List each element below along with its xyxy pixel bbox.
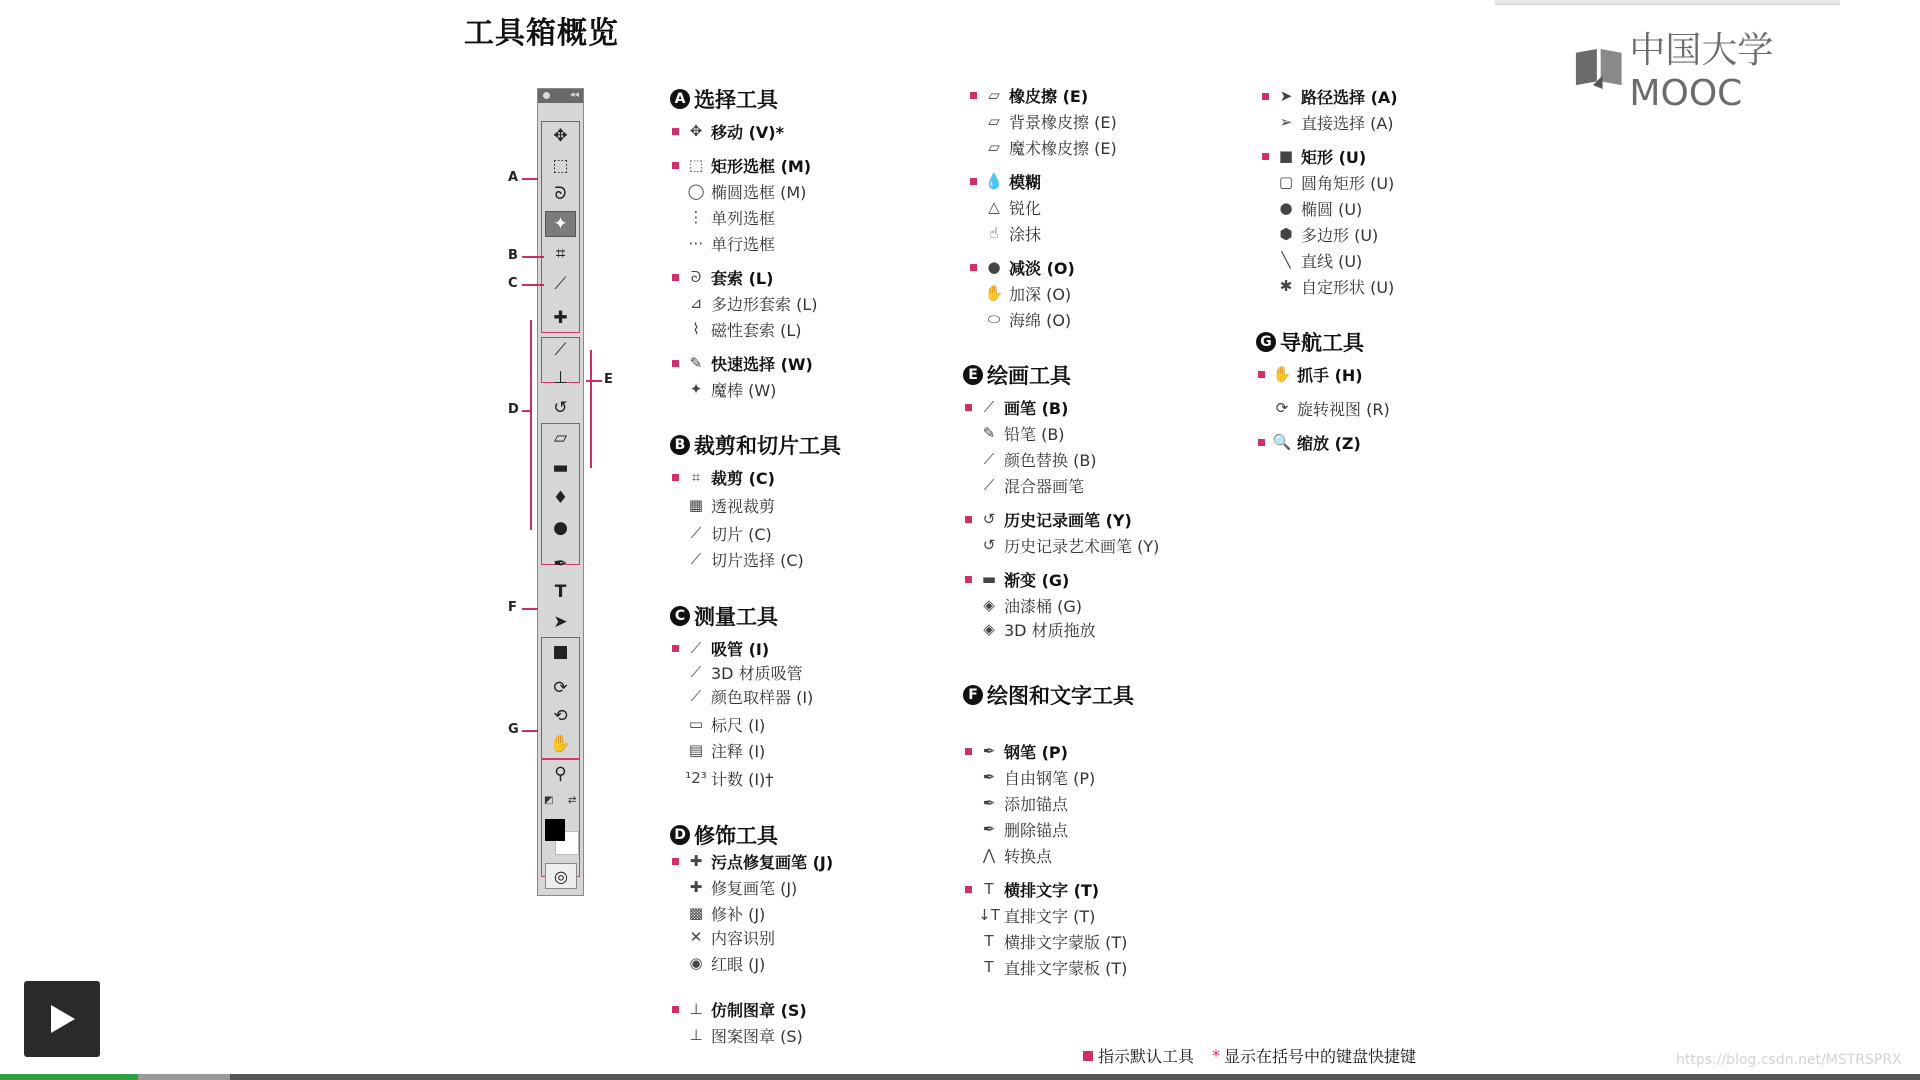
tool-list-item [965,930,1127,952]
spot-healing-brush-icon: ✚ [689,852,703,870]
tool-list-item [672,352,813,374]
stamp-tool-icon[interactable]: ⊥ [553,368,568,388]
tool-label: 切片 (C) [711,524,772,544]
section-title-d [670,820,778,850]
logo-text: 中国大学MOOC [1629,30,1774,114]
direct-select-icon: ➢ [1279,113,1293,131]
quick-mask-icon[interactable]: ◎ [545,863,577,889]
tool-label: 加深 (O) [1009,284,1072,304]
tool-label: 单行选框 [711,234,776,254]
tool-list-item [1258,363,1363,385]
sponge-icon: ⬭ [987,310,1001,328]
tool-list-item [672,998,807,1020]
tool-list-item [965,792,1068,814]
tool-label: 魔棒 (W) [711,380,777,400]
section-title-text: 绘图和文字工具 [987,684,1134,708]
brush-icon: ⟋ [983,398,995,416]
gradient-icon: ▬ [981,570,997,588]
section-title-text: 导航工具 [1280,331,1364,355]
progress-buffer [138,1074,230,1080]
pen-icon: ✒ [982,742,996,760]
tool-label: 修补 (J) [711,904,766,924]
default-tool-marker-icon [965,516,972,523]
tool-label: 直排文字蒙板 (T) [1004,958,1128,978]
path-select-icon: ➤ [1279,87,1293,105]
footer-legend [1083,1044,1416,1067]
tool-label: 吸管 (I) [711,639,770,659]
section-badge-icon: F [963,685,983,705]
tool-label: 混合器画笔 [1004,476,1085,496]
section-title-text: 修饰工具 [694,824,778,848]
tool-list-item [965,844,1052,866]
single-row-marquee-icon: ⋯ [688,234,704,252]
tool-list-item [672,206,775,228]
section-title-text: 选择工具 [694,88,778,112]
tool-list-item [672,713,765,735]
default-tool-marker-icon [672,858,679,865]
tool-list-item [672,850,833,872]
legend-star: * [1212,1046,1221,1065]
magnetic-lasso-icon: ⌇ [692,320,700,338]
callout-c-line [522,284,544,286]
section-title-c [670,601,778,631]
collapse-arrows-icon[interactable]: ◂◂ [569,90,579,100]
section-badge-icon: D [670,825,690,845]
gradient-tool-icon[interactable]: ▬ [552,458,569,478]
callout-b-line [522,256,544,258]
tool-list-item [965,474,1084,496]
callout-b: B [508,248,518,263]
tool-label: 转换点 [1004,846,1053,866]
blur-tool-icon[interactable]: ♦ [552,488,569,508]
eyedropper-tool-icon[interactable]: ⟋ [554,274,567,294]
tool-list-item [1262,197,1362,219]
quick-select-tool-icon[interactable]: ✦ [545,211,576,237]
healing-tool-icon[interactable]: ✚ [553,308,568,328]
section-badge-icon: C [670,606,690,626]
tool-label: 3D 材质吸管 [711,663,803,683]
pencil-icon: ✎ [982,424,996,442]
progress-fill [0,1074,138,1080]
crop-icon: ⌗ [691,468,701,486]
tool-label: 路径选择 (A) [1301,87,1398,107]
tool-list-item [672,637,769,659]
tool-label: 背景橡皮擦 (E) [1009,112,1117,132]
play-button[interactable] [24,981,100,1057]
tool-list-item [965,878,1099,900]
watermark: https://blog.csdn.net/MSTRSPRX [1676,1052,1902,1068]
horizontal-type-icon: T [984,880,994,898]
history-brush-tool-icon[interactable]: ↺ [553,398,568,418]
tool-label: 红眼 (J) [711,954,766,974]
rectangle-icon: ■ [1278,147,1294,165]
tool-list-item [965,534,1159,556]
tool-label: 自由钢笔 (P) [1004,768,1096,788]
count-icon: ¹2³ [685,769,707,787]
tool-label: 磁性套索 (L) [711,320,802,340]
tool-list-item [672,318,802,340]
tool-label: 旋转视图 (R) [1297,399,1390,419]
perspective-crop-icon: ▦ [688,496,704,514]
tool-label: 历史记录画笔 (Y) [1004,510,1132,530]
default-tool-marker-icon [672,360,679,367]
art-history-brush-icon: ↺ [982,536,996,554]
magic-eraser-icon: ▱ [988,138,1000,156]
tool-label: 裁剪 (C) [711,468,775,488]
callout-d-bracket [530,320,532,530]
default-tool-marker-icon [1258,439,1265,446]
tool-label: 3D 材质拖放 [1004,620,1096,640]
tool-label: 矩形 (U) [1301,147,1367,167]
section-title-a [670,84,778,114]
tool-list-item [965,594,1082,616]
tool-label: 矩形选框 (M) [711,156,812,176]
tool-label: 修复画笔 (J) [711,878,798,898]
paint-bucket-icon: ◈ [983,596,995,614]
move-tool-icon[interactable]: ✥ [553,126,568,146]
slice-select-icon: ⟋ [690,550,702,568]
tool-list-item [672,120,784,142]
shape-tool-icon[interactable]: ■ [552,642,569,662]
tool-list-item [970,282,1071,304]
default-tool-marker-icon [1262,93,1269,100]
tool-label: 涂抹 [1009,224,1042,244]
tool-list-item [965,568,1069,590]
dodge-tool-icon[interactable]: ● [553,518,568,538]
swap-colors-icon[interactable]: ⇄ [568,795,577,806]
tool-label: 颜色替换 (B) [1004,450,1097,470]
callout-e-bracket [590,350,592,468]
default-tool-marker-icon [672,645,679,652]
tool-label: 橡皮擦 (E) [1009,86,1089,106]
tool-list-item [672,876,797,898]
tool-list-item [965,448,1097,470]
toolbox-header [538,89,583,103]
note-icon: ▤ [688,741,704,759]
pattern-stamp-icon: ⊥ [689,1026,703,1044]
background-eraser-icon: ▱ [988,112,1000,130]
ellipse-marquee-icon: ◯ [687,182,705,200]
section-badge-icon: G [1256,332,1276,352]
custom-shape-icon: ✱ [1279,277,1293,295]
tool-label: 添加锚点 [1004,794,1069,814]
section-title-text: 测量工具 [694,605,778,629]
tool-list-item [672,378,776,400]
section-title-text: 裁剪和切片工具 [694,434,841,458]
crop-tool-icon[interactable]: ⌗ [555,244,566,264]
content-aware-move-icon: ✕ [689,928,703,946]
tool-list-item [965,740,1068,762]
callout-a: A [508,170,519,185]
quick-select-icon: ✎ [689,354,703,372]
tool-label: 多边形 (U) [1301,225,1379,245]
sharpen-icon: △ [988,198,1000,216]
section-badge-icon: B [670,435,690,455]
page-title: 工具箱概览 [464,16,619,51]
slice-icon: ⟋ [690,524,702,542]
tool-list-item [970,170,1041,192]
tool-list-item [965,618,1096,640]
default-tool-marker-icon [970,92,977,99]
brush-tool-icon[interactable]: ⟋ [554,340,567,360]
burn-icon: ✋ [984,284,1004,302]
ruler-icon: ▭ [688,715,704,733]
tool-label: 椭圆选框 (M) [711,182,807,202]
mooc-book-icon [1574,46,1625,90]
tool-list-item [1262,85,1398,107]
tool-label: 减淡 (O) [1009,258,1075,278]
tool-label: 魔术橡皮擦 (E) [1009,138,1117,158]
tool-label: 内容识别 [711,928,776,948]
3d-orbit-tool-icon[interactable]: ⟲ [553,706,568,726]
tool-label: 抓手 (H) [1297,365,1363,385]
freeform-pen-icon: ✒ [982,768,996,786]
tool-label: 直排文字 (T) [1004,906,1096,926]
tool-list-item [970,308,1071,330]
section-badge-icon: A [670,89,690,109]
section-title-b [670,430,841,460]
3d-material-drop-icon: ◈ [983,620,995,638]
type-tool-icon[interactable]: T [554,582,567,602]
tool-list-item [672,494,775,516]
default-tool-marker-icon [672,274,679,281]
convert-point-icon: ⋀ [982,846,996,864]
default-tool-marker-icon [965,576,972,583]
vertical-type-icon: ↓T [978,906,1000,924]
tool-list-item [672,1024,803,1046]
tool-list-item [970,196,1041,218]
ellipse-icon: ● [1279,199,1293,217]
tool-label: 画笔 (B) [1004,398,1069,418]
zoom-tool-icon[interactable]: ⚲ [554,764,567,784]
blur-icon: 💧 [984,172,1004,190]
dodge-icon: ● [987,258,1001,276]
tool-label: 多边形套索 (L) [711,294,818,314]
3d-rotate-tool-icon[interactable]: ⟳ [553,678,568,698]
tool-list-item [672,926,775,948]
tool-label: 颜色取样器 (I) [711,687,814,707]
polygon-lasso-icon: ⊿ [689,294,703,312]
tool-list-item [672,154,811,176]
tool-label: 套索 (L) [711,268,774,288]
add-anchor-icon: ✒ [982,794,996,812]
tool-list-item [672,661,803,683]
rounded-rectangle-icon: ▢ [1278,173,1294,191]
tool-label: 圆角矩形 (U) [1301,173,1395,193]
mooc-logo [1574,30,1874,114]
default-tool-marker-icon [965,886,972,893]
tool-label: 切片选择 (C) [711,550,804,570]
tool-list-item [672,548,804,570]
tool-list-item [965,422,1065,444]
callout-g: G [508,722,519,737]
hand-icon: ✋ [1272,365,1292,383]
red-eye-icon: ◉ [689,954,703,972]
tool-list-item [965,818,1068,840]
rect-marquee-icon: ⬚ [688,156,704,174]
section-title-g [1256,327,1364,357]
lasso-icon: ᘐ [690,268,702,286]
tool-list-item [965,396,1068,418]
tool-label: 油漆桶 (G) [1004,596,1082,616]
tool-list-item [1262,111,1394,133]
single-column-marquee-icon: ⋮ [688,208,704,226]
play-icon [45,1002,79,1036]
tool-list-item [970,222,1041,244]
photoshop-toolbox [537,88,584,896]
color-sampler-icon: ⟋ [690,687,702,705]
tool-list-item [970,136,1117,158]
default-tool-marker-icon [1083,1051,1093,1061]
tool-list-item [965,904,1095,926]
line-icon: ╲ [1281,251,1291,269]
tool-list-item [965,508,1132,530]
mixer-brush-icon: ⟋ [983,476,995,494]
default-tool-marker-icon [970,178,977,185]
legend-shortcut-text: 显示在括号中的键盘快捷键 [1224,1047,1417,1066]
tool-label: 缩放 (Z) [1297,433,1361,453]
callout-g-line [522,730,538,732]
tool-label: 钢笔 (P) [1004,742,1068,762]
hand-tool-icon[interactable]: ✋ [549,734,572,754]
horizontal-type-mask-icon: T [984,932,994,950]
patch-icon: ▩ [688,904,704,922]
default-tool-marker-icon [672,162,679,169]
tool-label: 移动 (V)* [711,122,784,142]
callout-c: C [508,276,518,291]
tool-list-item [672,180,806,202]
tool-list-item [672,232,775,254]
rotate-view-icon: ⟳ [1275,399,1289,417]
tool-label: 标尺 (I) [711,715,766,735]
polygon-icon: ⬢ [1279,225,1293,243]
tool-list-item [970,110,1117,132]
default-tool-marker-icon [672,128,679,135]
tool-label: 模糊 [1009,172,1042,192]
close-dot-icon[interactable] [543,92,550,99]
tool-list-item [672,685,813,707]
tool-list-item [672,466,775,488]
vertical-type-mask-icon: T [984,958,994,976]
tool-list-item [1262,145,1366,167]
healing-brush-icon: ✚ [689,878,703,896]
tool-list-item [1262,249,1362,271]
tool-label: 直线 (U) [1301,251,1363,271]
eraser-tool-icon[interactable]: ▱ [553,428,568,448]
tool-label: 透视裁剪 [711,496,776,516]
tool-list-item [672,952,765,974]
default-colors-icon[interactable]: ◩ [544,795,554,806]
default-tool-marker-icon [1262,153,1269,160]
smudge-icon: ☝ [989,224,999,242]
default-tool-marker-icon [1258,371,1265,378]
rect-marquee-tool-icon[interactable]: ⬚ [552,156,569,176]
tool-list-item [970,84,1088,106]
tool-label: 直接选择 (A) [1301,113,1394,133]
eraser-icon: ▱ [988,86,1000,104]
default-tool-marker-icon [970,264,977,271]
tool-list-item [1258,431,1361,453]
tool-list-item [1262,171,1394,193]
tool-list-item [672,292,818,314]
tool-list-item [672,266,773,288]
tool-list-item [965,766,1095,788]
eyedropper-icon: ⟋ [690,639,702,657]
top-shadow-bar [1495,0,1840,5]
pen-tool-icon[interactable]: ✒ [553,554,568,574]
lasso-tool-icon[interactable]: ᘐ [554,184,567,204]
callout-e-line [586,380,602,382]
path-select-tool-icon[interactable]: ➤ [553,612,568,632]
section-title-e [963,360,1071,390]
default-tool-marker-icon [672,1006,679,1013]
callout-f-line [522,608,538,610]
tool-list-item [672,902,765,924]
legend-default-text: 指示默认工具 [1098,1047,1195,1066]
tool-list-item [970,256,1075,278]
default-tool-marker-icon [965,748,972,755]
tool-label: 铅笔 (B) [1004,424,1065,444]
tool-list-item [1258,397,1390,419]
tool-list-item [672,739,765,761]
magic-wand-icon: ✦ [689,380,703,398]
default-tool-marker-icon [672,474,679,481]
tool-label: 计数 (I)† [711,769,774,789]
tool-list-item [1262,223,1378,245]
tool-label: 历史记录艺术画笔 (Y) [1004,536,1160,556]
tool-label: 海绵 (O) [1009,310,1072,330]
tool-label: 快速选择 (W) [711,354,813,374]
default-tool-marker-icon [965,404,972,411]
zoom-icon: 🔍 [1272,433,1292,451]
progress-bar[interactable] [0,1074,1920,1080]
tool-list-item [672,767,773,789]
tool-list-item [672,522,772,544]
section-badge-icon: E [963,365,983,385]
callout-d: D [508,402,519,417]
section-title-f [963,680,1134,710]
tool-list-item [965,956,1127,978]
tool-label: 仿制图章 (S) [711,1000,807,1020]
tool-label: 注释 (I) [711,741,766,761]
clone-stamp-icon: ⊥ [689,1000,703,1018]
color-replacement-icon: ⟋ [983,450,995,468]
tool-list-item [1262,275,1394,297]
tool-label: 渐变 (G) [1004,570,1070,590]
tool-label: 自定形状 (U) [1301,277,1395,297]
move-icon: ✥ [689,122,703,140]
tool-label: 椭圆 (U) [1301,199,1363,219]
tool-label: 删除锚点 [1004,820,1069,840]
tool-label: 单列选框 [711,208,776,228]
delete-anchor-icon: ✒ [982,820,996,838]
callout-e: E [604,372,613,387]
tool-label: 横排文字 (T) [1004,880,1100,900]
callout-f: F [508,600,517,615]
3d-material-eyedropper-icon: ⟋ [690,663,702,681]
tool-label: 横排文字蒙版 (T) [1004,932,1128,952]
foreground-color-swatch[interactable] [545,819,565,841]
tool-label: 污点修复画笔 (J) [711,852,834,872]
history-brush-icon: ↺ [982,510,996,528]
tool-label: 图案图章 (S) [711,1026,803,1046]
tool-label: 锐化 [1009,198,1042,218]
section-title-text: 绘画工具 [987,364,1071,388]
callout-a-line [522,178,538,180]
